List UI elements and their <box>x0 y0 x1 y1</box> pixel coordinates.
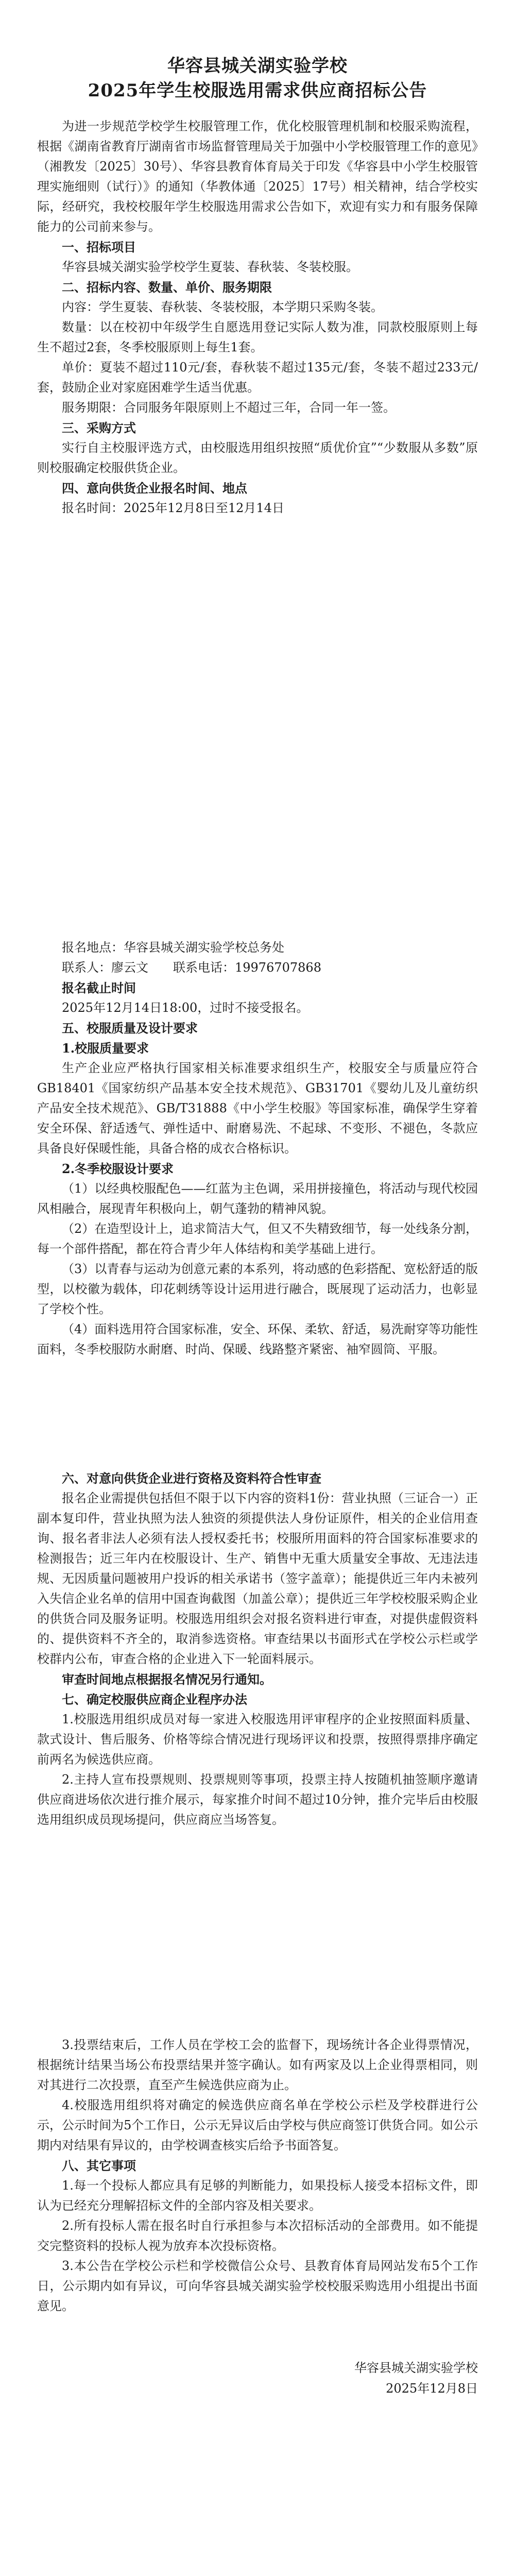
section-1-text: 华容县城关湖实验学校学生夏装、春秋装、冬装校服。 <box>62 260 358 274</box>
page-1 <box>0 0 515 835</box>
page-2 <box>0 835 515 1365</box>
signature-date: 2025年12月8日 <box>386 2381 478 2396</box>
title-notice: 2025年学生校服选用需求供应商招标公告 <box>88 80 427 101</box>
design-item: （1）以经典校服配色——红蓝为主色调，采用拼接撞色，将活动与现代校园风相融合，展现青年积极向上，朝气蓬勃的精神风貌。 <box>37 1181 478 1216</box>
section-2-item: 单价：夏装不超过110元/套，春秋装不超过135元/套，冬装不超过233元/套，鼓励企业对家庭困难学生适当优惠。 <box>37 360 478 395</box>
section-1-heading: 一、招标项目 <box>62 240 136 255</box>
section-7-item: 4.校服选用组织将对确定的候选供应商名单在学校公示栏及学校群进行公示，公示时间为5个工作日，公示无异议后由学校与供应商签订供货合同。如公示期内对结果有异议的，由学校调查核实后给予书面答复。 <box>37 2098 478 2153</box>
design-item: （4）面料选用符合国家标准，安全、环保、柔软、舒适，易洗耐穿等功能性面料，冬季校服防水耐磨、时尚、保暖、线路整齐紧密、袖窄圆筒、平服。 <box>37 1322 478 1357</box>
section-4-heading: 四、意向供货企业报名时间、地点 <box>62 481 247 496</box>
deadline-text: 2025年12月14日18:00，过时不接受报名。 <box>62 1001 309 1015</box>
section-8-item: 1.每一个投标人都应具有足够的判断能力，如果投标人接受本招标文件，即认为已经充分理解招标文件的全部内容及相关要求。 <box>37 2178 478 2213</box>
section-7-item: 1.校服选用组织成员对每一家进入校服选用评审程序的企业按照面料质量、款式设计、售后服务、价格等综合情况进行现场评议和投票，按照得票排序确定前两名为候选供应商。 <box>37 1712 478 1767</box>
signature-org: 华容县城关湖实验学校 <box>354 2361 478 2375</box>
title-school: 华容县城关湖实验学校 <box>167 56 348 76</box>
section-5-heading: 五、校服质量及设计要求 <box>62 1021 198 1036</box>
section-6-heading: 六、对意向供货企业进行资格及资料符合性审查 <box>62 1471 321 1486</box>
section-2-item: 服务期限：合同服务年限原则上不超过三年，合同一年一签。 <box>62 400 396 415</box>
quality-subheading: 1.校服质量要求 <box>62 1041 149 1056</box>
design-item: （2）在造型设计上，追求简洁大气，但又不失精致细节，每一处线条分割，每一个部件搭配，都在符合青少年人体结构和美学基础上进行。 <box>37 1222 478 1256</box>
quality-text: 生产企业应严格执行国家相关标准要求组织生产，校服安全与质量应符合GB18401《国家纺织产品基本安全技术规范》、GB31701《婴幼儿及儿童纺织产品安全技术规范》、GB/T31888《中小学生校服》等国家标准，确保学生穿着安全环保、舒适透气、弹性适中、耐磨易洗、不起球、不变形、不褪色，冬款应具备良好保暖性能，具备合格的成衣合格标识。 <box>37 1061 478 1156</box>
section-2-heading: 二、招标内容、数量、单价、服务期限 <box>62 280 272 295</box>
page-3 <box>0 1365 515 1911</box>
section-3-heading: 三、采购方式 <box>62 420 136 435</box>
section-3-text: 实行自主校服评选方式，由校服选用组织按照“质优价宜”“少数服从多数”原则校服确定校服供货企业。 <box>37 440 478 475</box>
section-6-note: 审查时间地点根据报名情况另行通知。 <box>62 1672 272 1687</box>
section-8-item: 3.本公告在学校公示栏和学校微信公众号、县教育体育局网站发布5个工作日，公示期内如有异议，可向华容县城关湖实验学校校服采购选用小组提出书面意见。 <box>37 2259 478 2313</box>
section-7-heading: 七、确定校服供应商企业程序办法 <box>62 1692 247 1707</box>
deadline-heading: 报名截止时间 <box>62 980 136 995</box>
section-2-item: 内容：学生夏装、春秋装、冬装校服，本学期只采购冬装。 <box>62 300 383 314</box>
registration-place: 报名地点：华容县城关湖实验学校总务处 <box>62 940 284 955</box>
section-8-item: 2.所有投标人需在报名时自行承担参与本次招标活动的全部费用。如不能提交完整资料的投标人视为放弃本次投标资格。 <box>37 2218 478 2253</box>
section-6-text: 报名企业需提供包括但不限于以下内容的资料1份：营业执照（三证合一）正副本复印件，营业执照为法人独资的须提供法人身份证原件，相关的企业信用查询、报名者非法人必须有法人授权委托书；校服所用面料的符合国家标准要求的检测报告；近三年内在校服设计、生产、销售中无重大质量安全事故、无违法违规、无因质量问题被用户投诉的相关承诺书（签字盖章）；能提供近三年内未被列入失信企业名单的信用中国查询截图（加盖公章）；提供近三年学校校服采购企业的供货合同及服务证明。校服选用组织会对报名资料进行审查，对提供虚假资料的、提供资料不齐全的，取消参选资格。审查结果以书面形式在学校公示栏或学校群内公布，审查合格的企业进入下一轮面料展示。 <box>37 1491 478 1666</box>
registration-time: 报名时间：2025年12月8日至12月14日 <box>62 501 284 515</box>
intro-paragraph: 为进一步规范学校学生校服管理工作，优化校服管理机制和校服采购流程，根据《湖南省教育厅湖南省市场监督管理局关于加强中小学校服管理工作的意见》（湘教发〔2025〕30号）、华容县教育体育局关于印发《华容县中小学生校服管理实施细则（试行）》的通知（华教体通〔2025〕17号）相关精神，结合学校实际，经研究，我校校服年学生校服选用需求公告如下，欢迎有实力和有服务保障能力的公司前来参与。 <box>37 119 478 234</box>
section-8-heading: 八、其它事项 <box>62 2158 136 2173</box>
design-item: （3）以青春与运动为创意元素的本系列，将动感的色彩搭配、宽松舒适的版型，以校徽为载体，印花刺绣等设计运用进行融合，既展现了运动活力，也彰显了学校个性。 <box>37 1262 478 1316</box>
section-7-item: 2.主持人宣布投票规则、投票规则等事项，投票主持人按随机抽签顺序邀请供应商进场依次进行推介展示，每家推介时间不超过10分钟，推介完毕后由校服选用组织成员现场提问，供应商应当场答复。 <box>37 1772 478 1827</box>
section-2-item: 数量：以在校初中年级学生自愿选用登记实际人数为准，同款校服原则上每生不超过2套，冬季校服原则上每生1套。 <box>37 320 478 354</box>
contact-info: 联系人：廖云文 联系电话：19976707868 <box>62 960 321 975</box>
section-7-item: 3.投票结束后，工作人员在学校工会的监督下，现场统计各企业得票情况，根据统计结果当场公布投票结果并签字确认。如有两家及以上企业得票相同，则对其进行二次投票，直至产生候选供应商为止。 <box>37 2038 478 2092</box>
page-4 <box>0 1911 515 2576</box>
design-subheading: 2.冬季校服设计要求 <box>62 1161 174 1176</box>
